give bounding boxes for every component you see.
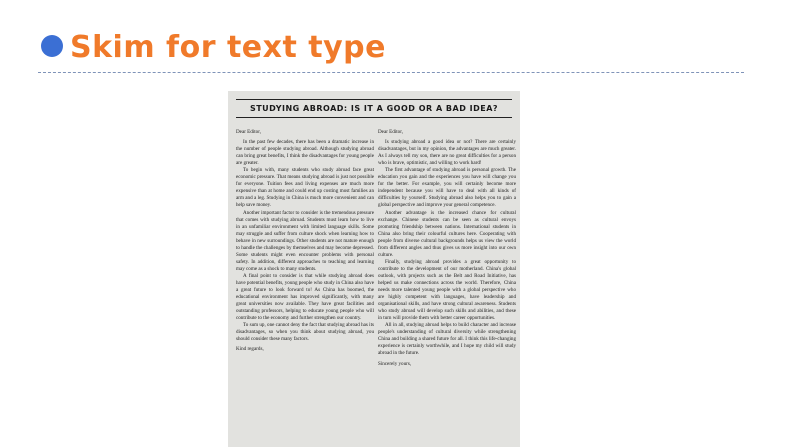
article-scan-image <box>228 91 520 447</box>
letter-signoff: Sincerely yours, <box>378 360 412 367</box>
title-divider <box>38 72 744 73</box>
letter-paragraph: All in all, studying abroad helps to build character and increase people's understanding of cultural diversity while strengthening China and building a shared future for all. I think this life-changing experience is certainly worthwhile, and I hope my child will study abroad in the future. <box>378 322 516 357</box>
letter-paragraph: Is studying abroad a good idea or not? There are certainly disadvantages, but in my opinion, the advantages are much greater. As I always tell my son, there are no great difficulties for a person who is brave, optimistic, and willing to work hard! <box>378 139 516 167</box>
article-top-rule <box>236 99 512 100</box>
letter-paragraph: The first advantage of studying abroad is personal growth. The education you gain and the experiences you have will change you for the better. For example, you will certainly become more independent because you will have to deal with all kinds of difficulties by yourself. Studying abroad also helps you to gain a global perspective and improve your general competence. <box>378 167 516 209</box>
letter-paragraph: To sum up, one cannot deny the fact that studying abroad has its disadvantages, so when you think about studying abroad, you should consider these many factors. <box>236 322 374 343</box>
letter-signoff: Kind regards, <box>236 346 264 353</box>
bullet-dot-icon <box>41 35 63 57</box>
letter-for <box>378 129 516 368</box>
letter-paragraph: Another important factor to consider is the tremendous pressure that comes with studying abroad. Students must learn how to live in an unfamiliar environment with limited language skills. Some may struggle and suffer from culture shock when learning how to behave in new surroundings. Other students are not mature enough to handle the challenges by themselves and may become depressed. Some students might even encounter problems with personal safety. In addition, different approaches to teaching and learning may come as a shock to many students. <box>236 209 374 272</box>
letter-paragraph: Finally, studying abroad provides a great opportunity to contribute to the development of our motherland. China's global outlook, with projects such as the Belt and Road Initiative, has helped us make connections across the world. Therefore, China needs more talented young people with a global perspective who are highly competent with languages, have leadership and organisational skills, and have strong cultural awareness. Students who study abroad will develop such skills and abilities, and these in turn will provide them with better career opportunities. <box>378 258 516 322</box>
article-title-rule <box>236 117 512 118</box>
letter-salutation: Dear Editor, <box>236 129 261 135</box>
slide-title: Skim for text type <box>70 30 386 65</box>
letter-paragraph: In the past few decades, there has been a dramatic increase in the number of people studying abroad. Although studying abroad can bring great benefits, I think the disadvantages for young people are greater. <box>236 139 374 167</box>
letter-paragraph: To begin with, many students who study abroad face great economic pressure. That means studying abroad is just not possible for everyone. Tuition fees and living expenses are much more expensive than at home and could end up costing most families an arm and a leg. Studying in China is much more convenient and can help save money. <box>236 167 374 209</box>
letter-paragraph: Another advantage is the increased chance for cultural exchange. Chinese students can be seen as cultural envoys promoting friendship between nations. International students in China also bring their colourful cultures here. Cooperating with people from diverse cultural backgrounds helps us view the world from different angles and thus gives us more insight into our own culture. <box>378 209 516 258</box>
article-title: STUDYING ABROAD: IS IT A GOOD OR A BAD IDEA? <box>249 104 499 113</box>
letter-salutation: Dear Editor, <box>378 129 403 135</box>
letter-paragraph: A final point to consider is that while studying abroad does have potential benefits, young people who study in China also have a great future to look forward to! As China has boomed, the educational environment has improved significantly, with many great universities now available. They have great facilities and outstanding professors, helping to educate young people who will contribute to the economy and further strengthen our country. <box>236 272 374 322</box>
letter-against <box>236 129 374 353</box>
